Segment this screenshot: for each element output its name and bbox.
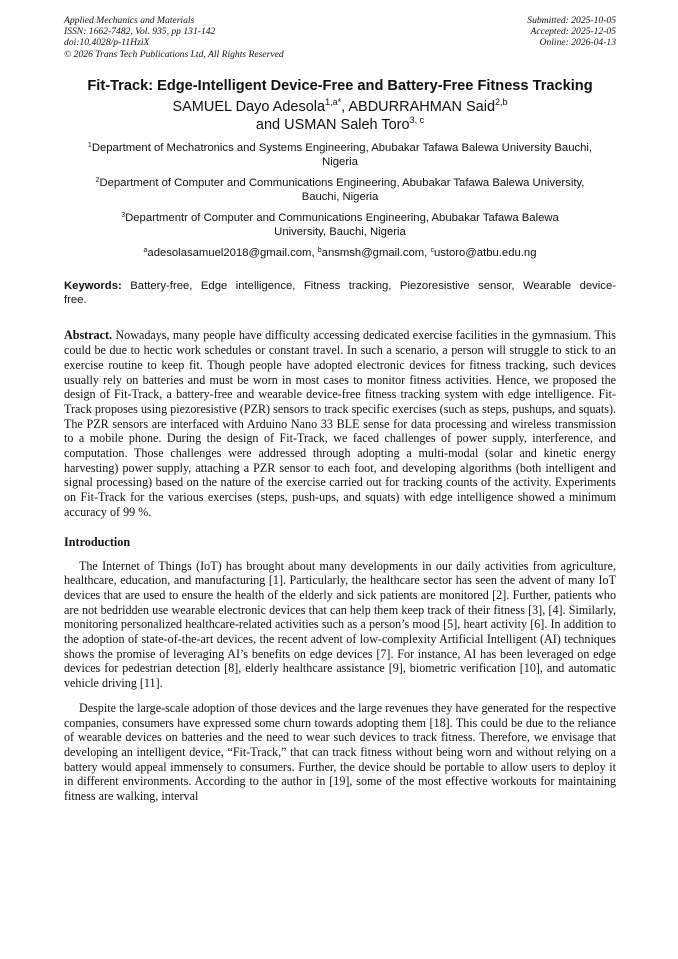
email-link[interactable]: adesolasamuel2018@gmail.com, xyxy=(147,246,318,259)
publication-dates xyxy=(527,15,616,60)
submitted-date: Submitted: 2025-10-05 xyxy=(527,15,616,26)
publication-info xyxy=(64,15,284,60)
author-separator: , xyxy=(341,98,349,115)
author-superscript: 2,b xyxy=(495,96,508,107)
paper-page xyxy=(64,15,616,804)
affiliation xyxy=(64,141,616,169)
keywords xyxy=(64,279,616,308)
journal-name: Applied Mechanics and Materials xyxy=(64,15,195,26)
abstract xyxy=(64,328,616,519)
author-name: ABDURRAHMAN Said xyxy=(348,98,496,115)
journal-header xyxy=(64,15,616,60)
online-date: Online: 2026-04-13 xyxy=(539,37,616,49)
accepted-date: Accepted: 2025-12-05 xyxy=(530,26,616,38)
email-marker: b xyxy=(317,246,322,254)
affiliation-number: 1 xyxy=(87,141,92,149)
author-list xyxy=(64,98,616,134)
issn-line: ISSN: 1662-7482, Vol. 935, pp 131-142 xyxy=(64,26,216,38)
affiliation xyxy=(64,211,616,239)
affiliation-number: 2 xyxy=(95,176,100,184)
section-heading: Introduction xyxy=(64,534,131,549)
author-superscript: 3, c xyxy=(409,114,425,125)
keywords-text: Battery-free, Edge intelligence, Fitness tracking, Piezoresistive sensor, Wearable device-free. xyxy=(64,279,617,307)
affiliation-text: Department of Mechatronics and Systems Engineering, Abubakar Tafawa Balewa University Bauchi, Nigeria xyxy=(91,141,593,168)
author-name: SAMUEL Dayo Adesola xyxy=(172,98,326,115)
author-separator: and xyxy=(255,116,285,133)
affiliation xyxy=(64,176,616,204)
abstract-text: Nowadays, many people have difficulty accessing dedicated exercise facilities in the gymnasium. This could be due to hectic work schedules or constant travel. In such a scenario, a person will struggle to stick to an exercise routine to keep fit. Though people have adopted electronic devices for fitness tracking, such devices usually rely on batteries and must be worn in most cases to monitor fitness activities. Hence, we proposed the design of Fit-Track, a battery-free and wearable device-free fitness tracking system with edge intelligence. Fit-Track proposes using piezoresistive (PZR) sensors to track specific exercises (such as steps, pushups, and squats). The PZR sensors are interfaced with Arduino Nano 33 BLE sense for data processing and wireless transmission to a mobile phone. During the design of Fit-Track, we faced challenges of power supply, interference, and computation. Those challenges were addressed through adopting a multi-modal (solar and kinetic energy harvesting) power supply, attaching a PZR sensor to each foot, and developing algorithms (both intelligent and signal processing) based on the nature of the exercise carried out for tracking counts of the activity. Experiments on Fit-Track for the various exercises (steps, push-ups, and squats) with edge intelligence showed a minimum accuracy of 99 %. xyxy=(64,328,616,519)
author-superscript: 1,a* xyxy=(325,96,342,107)
affiliation-number: 3 xyxy=(121,211,126,219)
email-marker: c xyxy=(430,246,434,254)
email-link[interactable]: ustoro@atbu.edu.ng xyxy=(433,246,537,259)
paper-title: Fit-Track: Edge-Intelligent Device-Free and Battery-Free Fitness Tracking xyxy=(87,77,593,94)
affiliation-text: Departmentr of Computer and Communications Engineering, Abubakar Tafawa Balewa University, Bauchi, Nigeria xyxy=(125,211,559,238)
body-paragraph: The Internet of Things (IoT) has brought about many developments in our daily activities from agriculture, healthcare, education, and manufacturing [1]. Particularly, the healthcare sector has seen the advent of many IoT devices that are used to ensure the health of the elderly and sick patients are monitored [2]. Further, patients who are not bedridden use wearable electronic devices that can help them keep track of their fitness [3], [4]. Similarly, monitoring personalized healthcare-related activities such as a person’s mood [5], heart activity [6]. In addition to the adoption of state-of-the-art devices, the recent advent of low-complexity Artificial Intelligent (AI) techniques shows the promise of leveraging AI’s benefits on edge devices [7]. For instance, AI has been leveraged on edge devices for pedestrian detection [8], elderly healthcare assistance [9], biometric verification [10], and automatic vehicle driving [11]. xyxy=(64,558,616,691)
email-marker: a xyxy=(143,246,148,254)
author-name: USMAN Saleh Toro xyxy=(284,116,410,133)
copyright-line: © 2026 Trans Tech Publications Ltd, All Rights Reserved xyxy=(64,48,284,60)
email-link[interactable]: ansmsh@gmail.com, xyxy=(321,246,431,259)
abstract-label: Abstract. xyxy=(64,328,113,343)
keywords-label: Keywords: xyxy=(64,279,122,292)
affiliation-text: Department of Computer and Communications Engineering, Abubakar Tafawa Balewa University, Bauchi, Nigeria xyxy=(99,176,585,203)
email-list xyxy=(64,246,616,260)
body-paragraph: Despite the large-scale adoption of those devices and the large revenues they have generated for the respective companies, consumers have expressed some churn towards adopting them [18]. This could be due to the reliance of wearable devices on batteries and the need to wear such devices to track fitness. Therefore, we envisage that developing an intelligent device, “Fit-Track,” that can track fitness without being worn and without relying on a battery would appeal immensely to consumers. Further, the device should be portable to allow users to deploy it in different environments. According to the author in [19], some of the most effective workouts for maintaining fitness are walking, interval xyxy=(64,700,616,804)
doi-line[interactable]: doi:10.4028/p-11HziX xyxy=(64,37,150,49)
